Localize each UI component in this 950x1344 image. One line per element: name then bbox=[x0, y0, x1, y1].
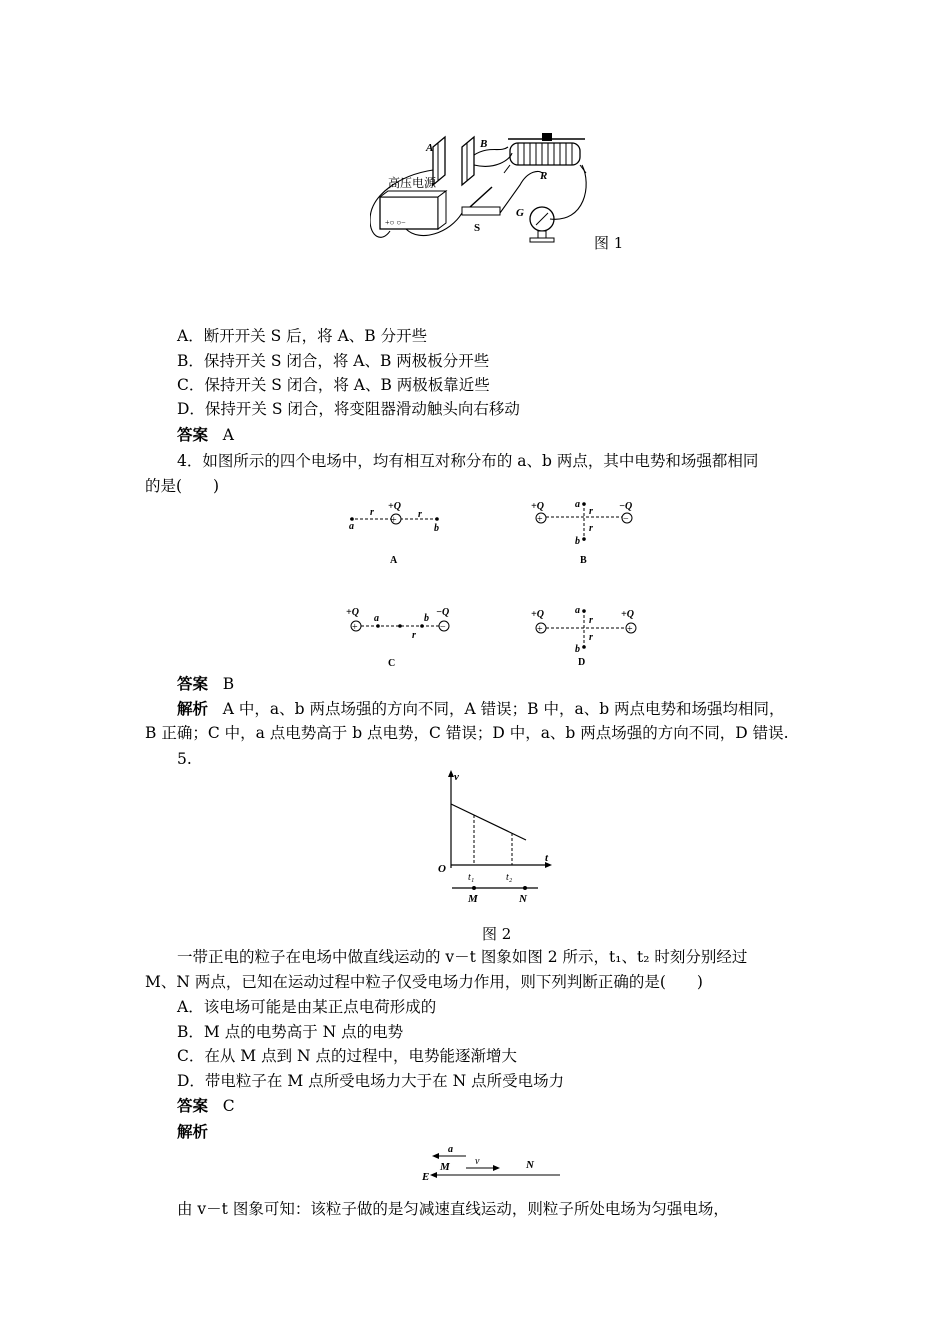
svg-text:−Q: −Q bbox=[436, 607, 450, 618]
svg-text:N: N bbox=[526, 1159, 534, 1171]
hv-terminals: +○ ○− bbox=[385, 218, 406, 227]
svg-text:+Q: +Q bbox=[531, 501, 544, 512]
answer-label: 答案 bbox=[177, 425, 209, 444]
q5-analysis-figure bbox=[420, 1140, 570, 1182]
label-s: S bbox=[474, 222, 481, 234]
svg-text:+: + bbox=[537, 624, 543, 635]
answer-label: 答案 bbox=[177, 1096, 209, 1115]
figure-1-caption: 图 1 bbox=[594, 234, 624, 252]
label-a: A bbox=[426, 142, 434, 154]
svg-text:+: + bbox=[537, 514, 543, 525]
q5-stem-line1: 一带正电的粒子在电场中做直线运动的 v－t 图象如图 2 所示，t₁、t₂ 时刻分别经过 bbox=[177, 948, 748, 966]
svg-text:+: + bbox=[627, 624, 633, 635]
svg-text:b: b bbox=[434, 523, 439, 534]
svg-text:a: a bbox=[374, 613, 379, 624]
hv-source-label: 高压电源 bbox=[388, 176, 437, 190]
answer-value: C bbox=[222, 1097, 235, 1115]
q4-field-b bbox=[525, 497, 645, 569]
svg-text:r: r bbox=[589, 506, 593, 517]
svg-text:A: A bbox=[390, 555, 398, 566]
svg-text:t₁: t₁ bbox=[468, 872, 475, 883]
q4-field-a bbox=[340, 497, 455, 569]
svg-text:b: b bbox=[575, 644, 580, 655]
q5-option-a: A．该电场可能是由某正点电荷形成的 bbox=[177, 998, 437, 1016]
svg-text:+: + bbox=[391, 515, 397, 526]
svg-text:a: a bbox=[349, 521, 354, 532]
q5-analysis-label: 解析 bbox=[177, 1122, 209, 1141]
svg-text:+Q: +Q bbox=[621, 609, 634, 620]
svg-text:+Q: +Q bbox=[388, 501, 401, 512]
figure-2-caption: 图 2 bbox=[482, 925, 512, 943]
svg-text:r: r bbox=[370, 507, 374, 518]
q4-analysis-line2: B 正确；C 中，a 点电势高于 b 点电势，C 错误；D 中，a、b 两点场强的方向不同，D 错误. bbox=[145, 724, 789, 742]
svg-text:C: C bbox=[388, 658, 396, 669]
svg-text:O: O bbox=[438, 863, 446, 875]
switch-base bbox=[462, 207, 500, 215]
q5-analysis-text: 由 v－t 图象可知：该粒子做的是匀减速直线运动，则粒子所处电场为匀强电场， bbox=[177, 1200, 729, 1218]
analysis-text: A 中，a、b 两点场强的方向不同，A 错误；B 中，a、b 两点电势和场强均相同， bbox=[222, 700, 785, 718]
q5-vt-graph bbox=[430, 768, 560, 906]
svg-text:r: r bbox=[589, 523, 593, 534]
answer-label: 答案 bbox=[177, 674, 209, 693]
svg-text:r: r bbox=[589, 632, 593, 643]
q3-option-c: C．保持开关 S 闭合，将 A、B 两极板靠近些 bbox=[177, 376, 490, 394]
q4-field-c bbox=[340, 602, 465, 670]
svg-text:M: M bbox=[440, 1161, 450, 1173]
svg-text:+Q: +Q bbox=[531, 609, 544, 620]
svg-text:r: r bbox=[412, 630, 416, 641]
q4-field-d bbox=[525, 602, 645, 670]
q4-stem-line2: 的是( ) bbox=[145, 477, 220, 495]
q3-option-a: A．断开开关 S 后，将 A、B 分开些 bbox=[177, 327, 428, 345]
svg-text:t₂: t₂ bbox=[506, 872, 513, 883]
svg-text:−: − bbox=[440, 622, 446, 633]
svg-text:E: E bbox=[422, 1171, 430, 1182]
q4-analysis-line1 bbox=[177, 698, 785, 720]
q5-number: 5. bbox=[177, 750, 192, 768]
svg-text:t: t bbox=[545, 852, 549, 864]
rheostat bbox=[510, 143, 580, 165]
answer-value: A bbox=[222, 426, 234, 444]
svg-text:B: B bbox=[580, 555, 587, 566]
answer-value: B bbox=[222, 675, 235, 693]
label-g: G bbox=[516, 207, 524, 219]
svg-text:+Q: +Q bbox=[346, 607, 359, 618]
svg-text:b: b bbox=[575, 536, 580, 547]
label-r: R bbox=[540, 170, 548, 182]
q5-option-b: B．M 点的电势高于 N 点的电势 bbox=[177, 1023, 404, 1041]
q3-option-d: D．保持开关 S 闭合，将变阻器滑动触头向右移动 bbox=[177, 400, 520, 418]
q3-answer bbox=[177, 424, 234, 446]
vt-line bbox=[451, 804, 526, 840]
svg-text:b: b bbox=[424, 613, 429, 624]
svg-text:a: a bbox=[575, 605, 580, 616]
svg-text:+: + bbox=[352, 622, 358, 633]
svg-text:−: − bbox=[623, 514, 629, 525]
q5-option-c: C．在从 M 点到 N 点的过程中，电势能逐渐增大 bbox=[177, 1047, 518, 1065]
plate-b bbox=[462, 137, 474, 185]
q5-answer bbox=[177, 1095, 235, 1117]
svg-text:r: r bbox=[589, 615, 593, 626]
q4-answer bbox=[177, 673, 234, 695]
label-b: B bbox=[480, 138, 488, 150]
svg-text:−Q: −Q bbox=[619, 501, 633, 512]
q4-stem-line1: 4．如图所示的四个电场中，均有相互对称分布的 a、b 两点，其中电势和场强都相同 bbox=[177, 452, 759, 470]
q5-option-d: D．带电粒子在 M 点所受电场力大于在 N 点所受电场力 bbox=[177, 1072, 565, 1090]
q3-option-b: B．保持开关 S 闭合，将 A、B 两极板分开些 bbox=[177, 352, 490, 370]
q5-stem-line2: M、N 两点，已知在运动过程中粒子仅受电场力作用，则下列判断正确的是( ) bbox=[145, 973, 703, 991]
svg-text:a: a bbox=[575, 499, 580, 510]
svg-text:M: M bbox=[468, 893, 478, 905]
svg-text:a: a bbox=[448, 1144, 453, 1155]
svg-text:N: N bbox=[519, 893, 527, 905]
analysis-label: 解析 bbox=[177, 699, 209, 718]
svg-text:v: v bbox=[454, 771, 459, 783]
svg-text:r: r bbox=[418, 509, 422, 520]
svg-text:v: v bbox=[475, 1156, 480, 1167]
svg-text:D: D bbox=[578, 657, 586, 668]
